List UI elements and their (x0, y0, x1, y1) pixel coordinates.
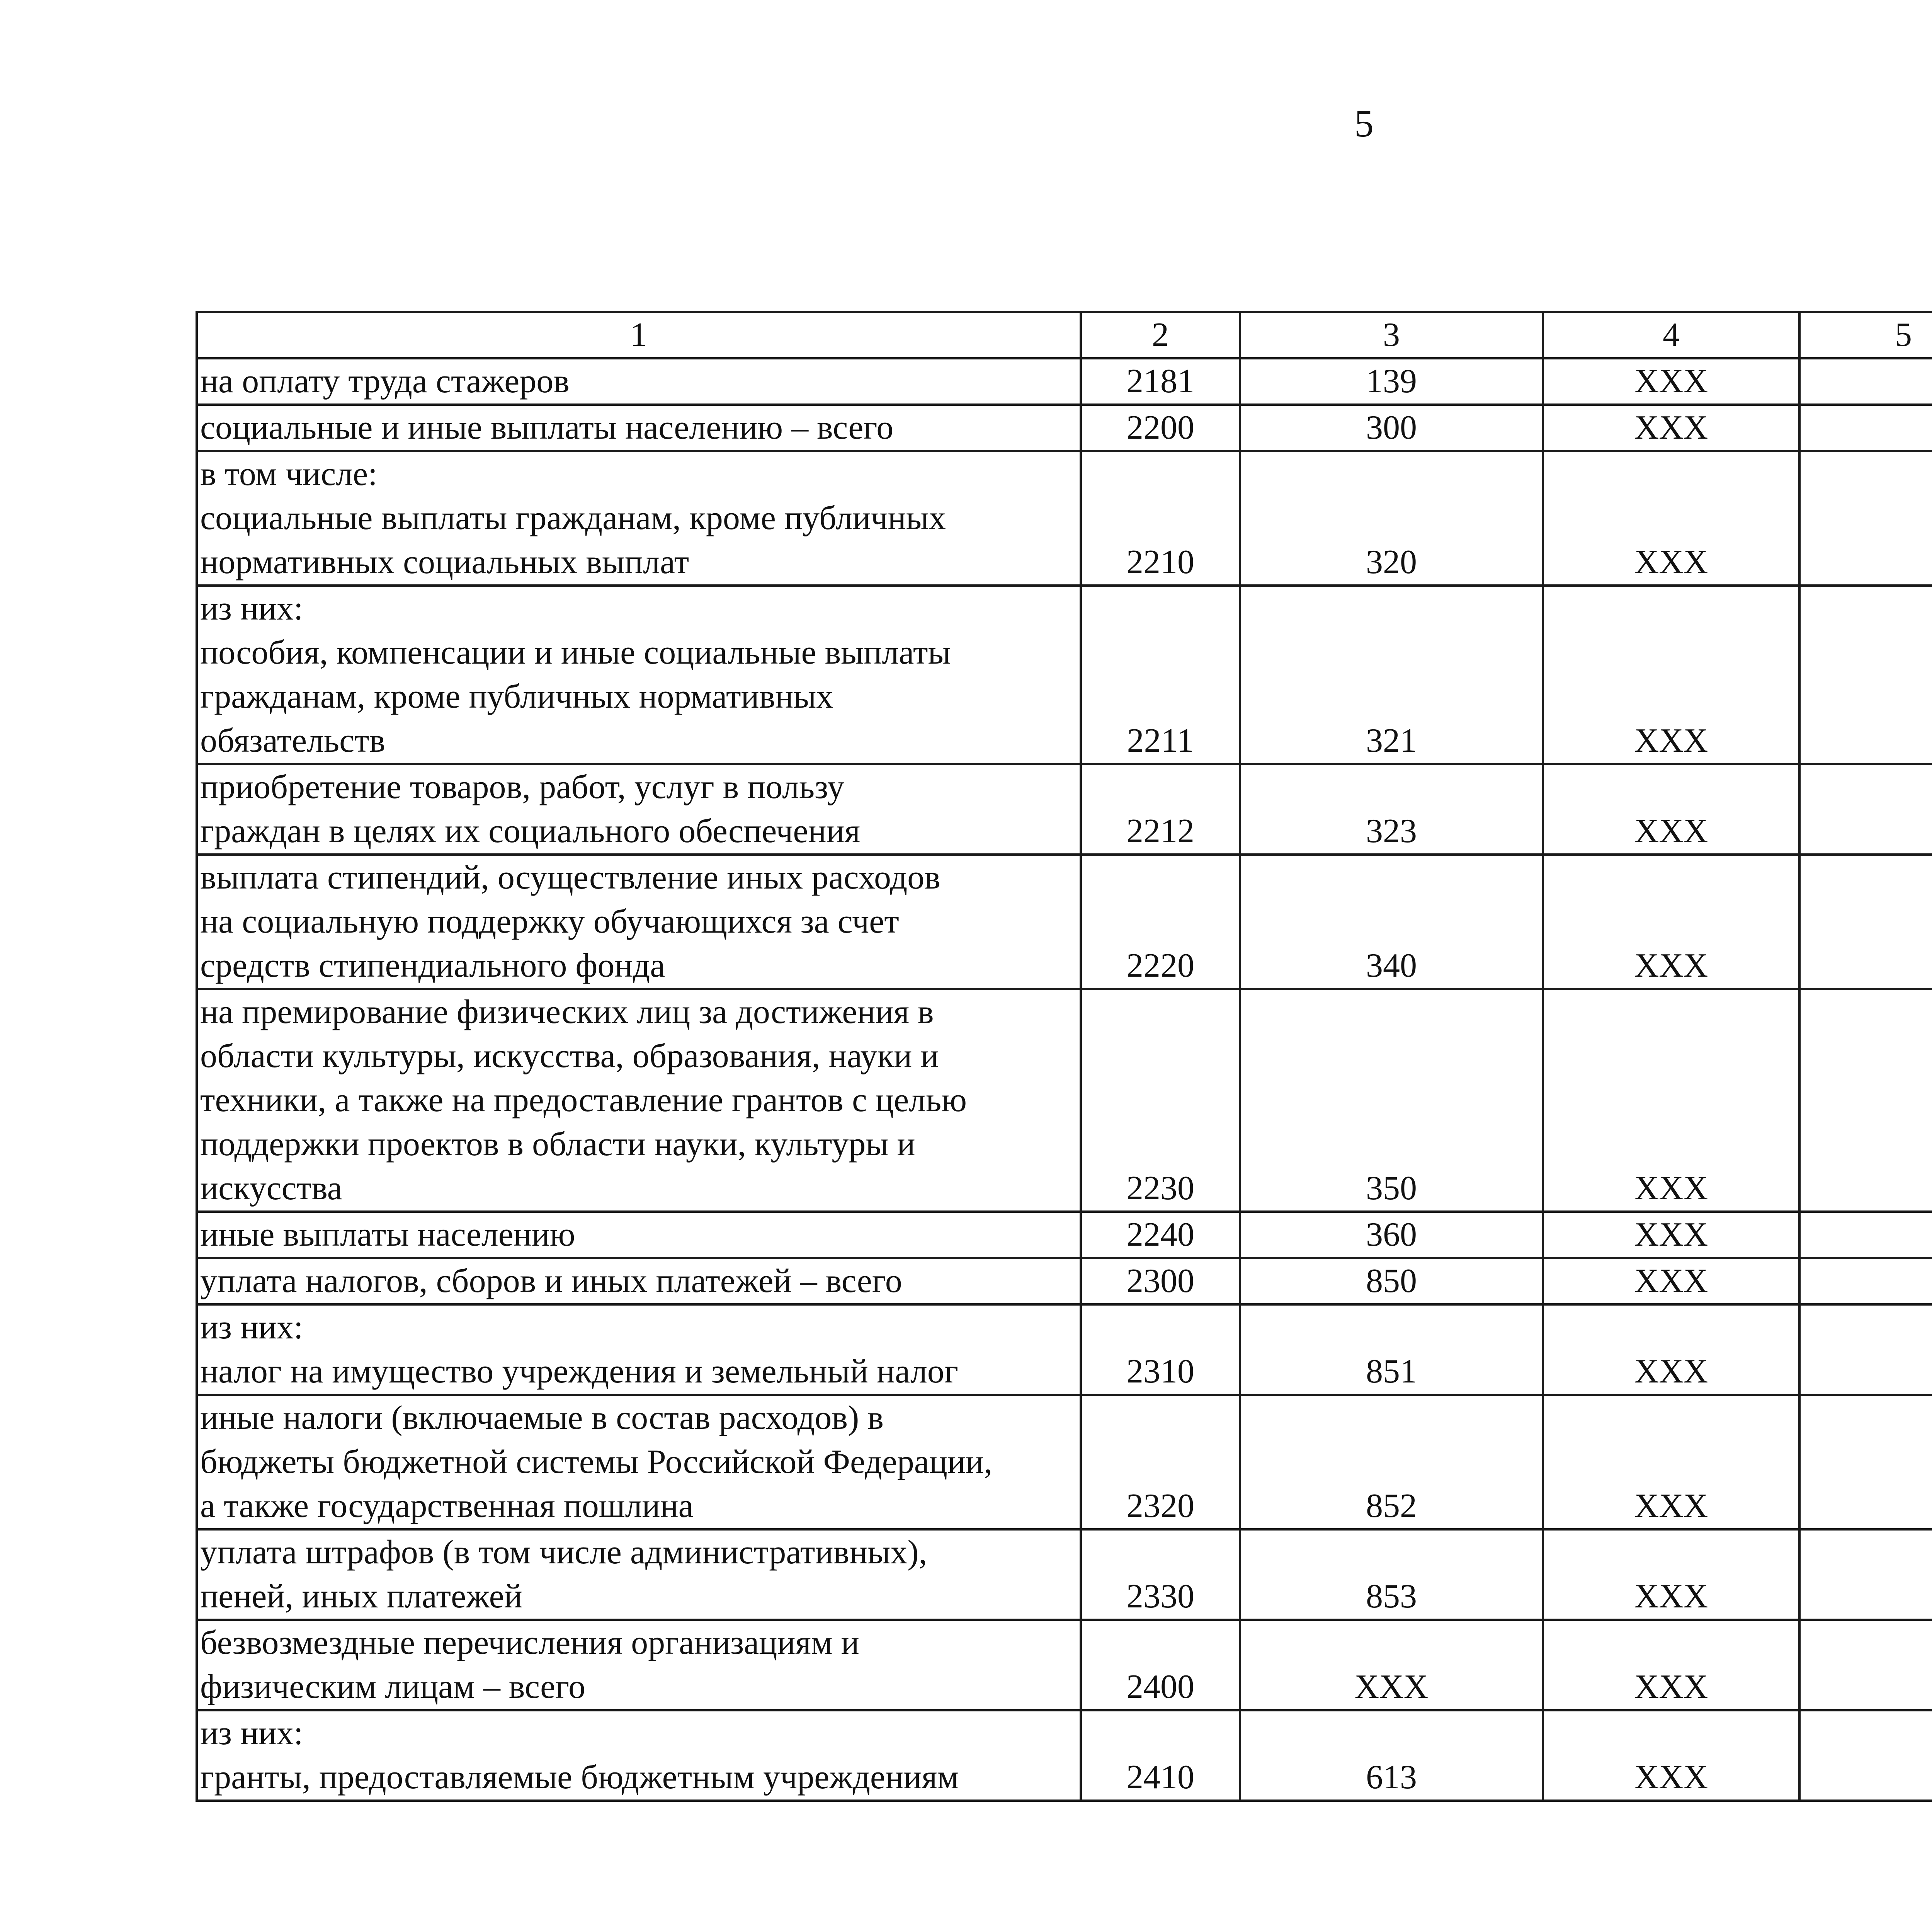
description-line: приобретение товаров, работ, услуг в пользу (200, 768, 845, 806)
row-kvr-code: 340 (1240, 855, 1543, 989)
row-description (197, 1395, 1081, 1529)
description-line: из них: (200, 1714, 303, 1752)
table-row (197, 1710, 1932, 1801)
empty-cell-col5 (1799, 1620, 1932, 1710)
description-line: а также государственная пошлина (200, 1487, 694, 1525)
description-line: техники, а также на предоставление грантов с целью (200, 1081, 967, 1119)
row-description (197, 764, 1081, 855)
description-line: пособия, компенсации и иные социальные выплаты (200, 634, 951, 671)
description-line: на оплату труда стажеров (200, 363, 570, 400)
description-line: иные налоги (включаемые в состав расходов) в (200, 1399, 884, 1437)
row-kvr-code: 360 (1240, 1212, 1543, 1258)
description-line: на социальную поддержку обучающихся за счет (200, 903, 899, 940)
empty-cell-col5 (1799, 1395, 1932, 1529)
empty-cell-col5 (1799, 451, 1932, 586)
table-row (197, 1529, 1932, 1620)
table-row (197, 989, 1932, 1212)
description-line: безвозмездные перечисления организациям и (200, 1624, 859, 1662)
row-code: 2310 (1081, 1304, 1240, 1395)
description-line: социальные и иные выплаты населению – всего (200, 409, 894, 446)
table-row (197, 358, 1932, 405)
description-line: в том числе: (200, 455, 378, 493)
description-line: нормативных социальных выплат (200, 543, 689, 581)
table-row (197, 1304, 1932, 1395)
description-line: из них: (200, 1309, 303, 1346)
description-line: физическим лицам – всего (200, 1668, 586, 1706)
empty-cell-col5 (1799, 1710, 1932, 1801)
page-number: 5 (1354, 102, 1374, 145)
table-header-row (197, 312, 1932, 358)
row-description (197, 405, 1081, 451)
table-row (197, 1395, 1932, 1529)
table-row (197, 1258, 1932, 1304)
row-code: 2220 (1081, 855, 1240, 989)
row-col4: ХХХ (1543, 1620, 1799, 1710)
row-col4: ХХХ (1543, 1304, 1799, 1395)
row-col4: ХХХ (1543, 1258, 1799, 1304)
row-code: 2300 (1081, 1258, 1240, 1304)
row-col4: ХХХ (1543, 358, 1799, 405)
row-kvr-code: ХХХ (1240, 1620, 1543, 1710)
description-line: средств стипендиального фонда (200, 947, 665, 984)
row-description (197, 855, 1081, 989)
row-kvr-code: 850 (1240, 1258, 1543, 1304)
row-description (197, 1212, 1081, 1258)
table-row (197, 586, 1932, 764)
row-col4: ХХХ (1543, 586, 1799, 764)
row-code: 2210 (1081, 451, 1240, 586)
header-cell: 5 (1799, 312, 1932, 358)
row-kvr-code: 300 (1240, 405, 1543, 451)
description-line: области культуры, искусства, образования, науки и (200, 1037, 939, 1075)
row-kvr-code: 851 (1240, 1304, 1543, 1395)
row-description (197, 1258, 1081, 1304)
empty-cell-col5 (1799, 586, 1932, 764)
header-cell: 3 (1240, 312, 1543, 358)
row-description (197, 451, 1081, 586)
empty-cell-col5 (1799, 1212, 1932, 1258)
description-line: граждан в целях их социального обеспечения (200, 812, 861, 850)
table-row (197, 855, 1932, 989)
description-line: поддержки проектов в области науки, культуры и (200, 1125, 915, 1163)
row-description (197, 1710, 1081, 1801)
row-kvr-code: 321 (1240, 586, 1543, 764)
table-row (197, 451, 1932, 586)
row-col4: ХХХ (1543, 1395, 1799, 1529)
description-line: выплата стипендий, осуществление иных расходов (200, 859, 940, 896)
row-description (197, 1620, 1081, 1710)
description-line: социальные выплаты гражданам, кроме публичных (200, 499, 946, 537)
row-col4: ХХХ (1543, 855, 1799, 989)
row-code: 2240 (1081, 1212, 1240, 1258)
row-col4: ХХХ (1543, 1212, 1799, 1258)
description-line: бюджеты бюджетной системы Российской Федерации, (200, 1443, 993, 1481)
row-col4: ХХХ (1543, 1710, 1799, 1801)
description-line: на премирование физических лиц за достижения в (200, 993, 934, 1031)
header-cell: 4 (1543, 312, 1799, 358)
row-code: 2230 (1081, 989, 1240, 1212)
table-row (197, 1620, 1932, 1710)
description-line: иные выплаты населению (200, 1216, 575, 1253)
row-col4: ХХХ (1543, 451, 1799, 586)
row-description (197, 1304, 1081, 1395)
table-row (197, 764, 1932, 855)
row-col4: ХХХ (1543, 989, 1799, 1212)
row-code: 2400 (1081, 1620, 1240, 1710)
row-kvr-code: 853 (1240, 1529, 1543, 1620)
empty-cell-col5 (1799, 1529, 1932, 1620)
row-code: 2211 (1081, 586, 1240, 764)
row-code: 2320 (1081, 1395, 1240, 1529)
table-row (197, 405, 1932, 451)
empty-cell-col5 (1799, 855, 1932, 989)
empty-cell-col5 (1799, 405, 1932, 451)
row-code: 2410 (1081, 1710, 1240, 1801)
description-line: обязательств (200, 722, 386, 759)
row-code: 2212 (1081, 764, 1240, 855)
row-description (197, 586, 1081, 764)
table-row (197, 1212, 1932, 1258)
description-line: уплата налогов, сборов и иных платежей – всего (200, 1262, 902, 1300)
description-line: уплата штрафов (в том числе административных), (200, 1534, 927, 1571)
description-line: искусства (200, 1170, 342, 1207)
description-line: налог на имущество учреждения и земельный налог (200, 1353, 958, 1390)
row-description (197, 1529, 1081, 1620)
row-kvr-code: 320 (1240, 451, 1543, 586)
description-line: пеней, иных платежей (200, 1578, 522, 1615)
row-kvr-code: 139 (1240, 358, 1543, 405)
row-col4: ХХХ (1543, 1529, 1799, 1620)
row-col4: ХХХ (1543, 405, 1799, 451)
description-line: гранты, предоставляемые бюджетным учреждениям (200, 1759, 959, 1796)
header-cell: 2 (1081, 312, 1240, 358)
header-cell: 1 (197, 312, 1081, 358)
row-kvr-code: 350 (1240, 989, 1543, 1212)
row-kvr-code: 613 (1240, 1710, 1543, 1801)
empty-cell-col5 (1799, 764, 1932, 855)
empty-cell-col5 (1799, 1304, 1932, 1395)
empty-cell-col5 (1799, 989, 1932, 1212)
empty-cell-col5 (1799, 358, 1932, 405)
row-description (197, 989, 1081, 1212)
description-line: гражданам, кроме публичных нормативных (200, 678, 833, 715)
description-line: из них: (200, 590, 303, 627)
empty-cell-col5 (1799, 1258, 1932, 1304)
row-kvr-code: 323 (1240, 764, 1543, 855)
row-col4: ХХХ (1543, 764, 1799, 855)
row-code: 2330 (1081, 1529, 1240, 1620)
row-kvr-code: 852 (1240, 1395, 1543, 1529)
budget-table (196, 311, 1932, 1802)
row-code: 2181 (1081, 358, 1240, 405)
row-description (197, 358, 1081, 405)
row-code: 2200 (1081, 405, 1240, 451)
